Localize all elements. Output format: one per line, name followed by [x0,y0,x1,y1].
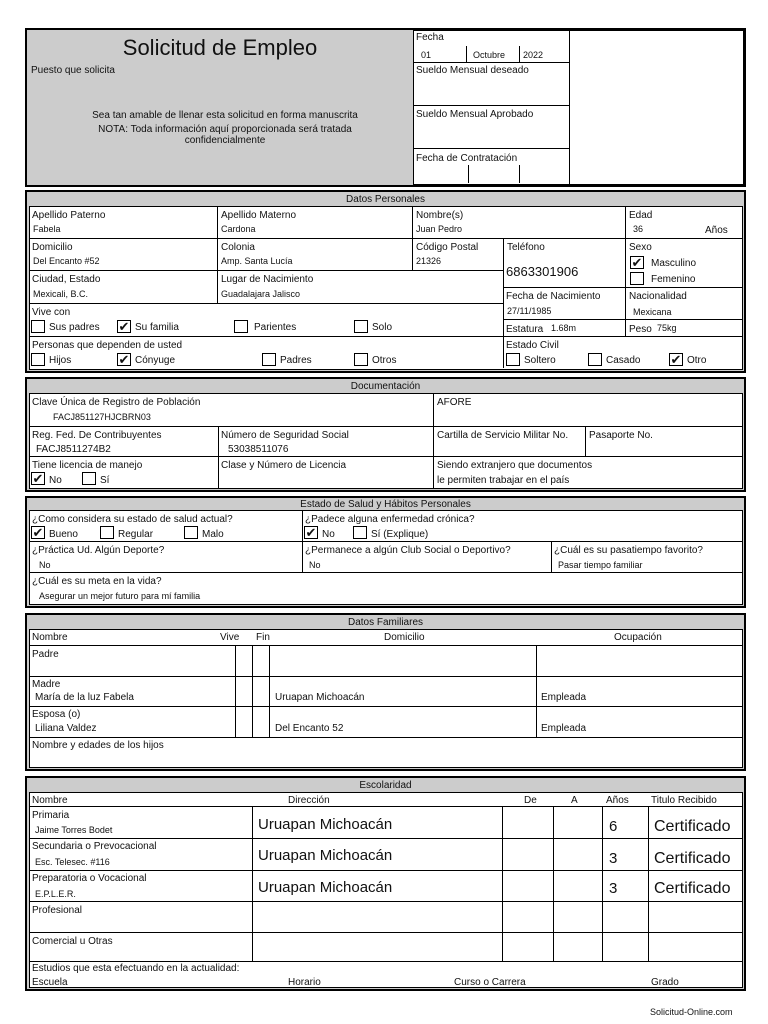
footer-source: Solicitud-Online.com [650,1007,733,1017]
domicilio-label: Domicilio [32,242,73,253]
padres-label: Padres [280,355,312,366]
otros-label: Otros [372,355,397,366]
escolaridad-section-title: Escolaridad [359,780,412,791]
domicilio-value[interactable]: Del Encanto #52 [33,256,100,266]
esposa-ocupacion[interactable]: Empleada [541,723,587,734]
apellido-paterno-value[interactable]: Fabela [33,224,61,234]
sus-padres-checkbox[interactable] [31,320,45,333]
peso-value[interactable]: 75kg [657,323,677,333]
nss-label: Número de Seguridad Social [221,430,349,441]
escolaridad-col-anios: Años [606,795,629,806]
extranjero-label-1: Siendo extranjero que documentos [437,460,593,471]
telefono-value[interactable]: 6863301906 [506,264,579,279]
afore-label: AFORE [437,397,472,408]
escolaridad-nivel-secundaria: Secundaria o Prevocacional [32,841,157,852]
ciudad-value[interactable]: Mexicali, B.C. [33,289,89,299]
otros-checkbox[interactable] [354,353,368,366]
apellido-materno-value[interactable]: Cardona [221,224,256,234]
fecha-mes[interactable]: Octubre [473,50,506,60]
salud-regular-checkbox[interactable] [100,526,114,539]
cronica-label: ¿Padece alguna enfermedad crónica? [305,514,475,525]
deporte-label: ¿Práctica Ud. Algún Deporte? [32,545,165,556]
escolaridad-col-a: A [571,795,578,806]
documentacion-section-title: Documentación [350,381,421,392]
estudios-escuela-label: Escuela [32,977,68,988]
escolaridad-escuela-secundaria[interactable]: Esc. Telesec. #116 [35,857,110,867]
sueldo-deseado-label: Sueldo Mensual deseado [416,65,529,76]
escolaridad-nivel-comercial: Comercial u Otras [32,936,113,947]
solo-label: Solo [372,322,393,333]
nacionalidad-label: Nacionalidad [629,291,687,302]
curp-label: Clave Única de Registro de Población [32,397,201,408]
vive-con-label: Vive con [32,307,71,318]
masculino-checkbox[interactable]: ✔ [631,255,643,270]
fecha-contratacion-label: Fecha de Contratación [416,153,518,164]
parientes-label: Parientes [254,322,297,333]
hijos-checkbox[interactable] [31,353,45,366]
fecha-anio[interactable]: 2022 [523,50,544,60]
salud-regular-label: Regular [118,529,154,540]
header-notes-panel [569,30,744,185]
licencia-si-label: Sí [100,475,110,486]
estudios-grado-label: Grado [651,977,679,988]
soltero-label: Soltero [524,355,556,366]
cronica-si-label: Sí (Explique) [371,529,429,540]
fecha-nac-value[interactable]: 27/11/1985 [507,306,552,316]
cartilla-label: Cartilla de Servicio Militar No. [437,430,569,441]
escolaridad-col-titulo: Titulo Recibido [651,795,717,806]
cronica-no-label: No [322,529,335,540]
confidential-note: NOTA: Toda información aquí proporcionada será tratada confidencialmente [98,124,352,146]
masculino-label: Masculino [651,258,697,269]
cp-value[interactable]: 21326 [416,256,442,266]
padres-checkbox[interactable] [262,353,276,366]
lugar-nac-label: Lugar de Nacimiento [221,274,314,285]
estado-civil-label: Estado Civil [506,340,559,351]
escolaridad-direccion-secundaria[interactable]: Uruapan Michoacán [258,847,393,864]
estudios-curso-label: Curso o Carrera [454,977,526,988]
conyuge-label: Cónyuge [135,355,176,366]
personal-section-title: Datos Personales [346,194,425,205]
soltero-checkbox[interactable] [506,353,520,366]
cp-label: Código Postal [416,242,479,253]
fecha-dia[interactable]: 01 [421,50,432,60]
cronica-si-checkbox[interactable] [353,526,367,539]
familia-col-vive: Vive [220,632,240,643]
parientes-checkbox[interactable] [234,320,248,333]
clase-licencia-label: Clase y Número de Licencia [221,460,347,471]
su-familia-label: Su familia [135,322,179,333]
nss-value[interactable]: 53038511076 [228,444,289,455]
salud-malo-label: Malo [202,529,224,540]
salud-bueno-label: Bueno [49,529,78,540]
rfc-label: Reg. Fed. De Contribuyentes [32,430,162,441]
esposa-nombre[interactable]: Liliana Valdez [35,723,97,734]
familia-section-title: Datos Familiares [347,617,424,628]
apellido-materno-label: Apellido Materno [221,210,297,221]
pasatiempo-value[interactable]: Pasar tiempo familiar [558,560,643,570]
pasaporte-label: Pasaporte No. [589,430,653,441]
solo-checkbox[interactable] [354,320,368,333]
salud-section-title: Estado de Salud y Hábitos Personales [300,499,471,510]
familia-col-fin: Fin [256,632,270,643]
escolaridad-titulo-primaria[interactable]: Certificado [654,818,731,835]
padre-label: Padre [32,649,59,660]
escolaridad-col-nombre: Nombre [32,795,68,806]
form-title: Solicitud de Empleo [122,35,318,60]
sexo-label: Sexo [629,242,652,253]
esposa-label: Esposa (o) [32,709,81,720]
licencia-no-label: No [49,475,62,486]
casado-label: Casado [606,355,641,366]
escolaridad-col-de: De [524,795,537,806]
licencia-si-checkbox[interactable] [82,472,96,485]
estudios-horario-label: Horario [288,977,321,988]
pasatiempo-label: ¿Cuál es su pasatiempo favorito? [554,545,703,556]
conyuge-checkbox[interactable]: ✔ [118,352,130,367]
escolaridad-anios-secundaria[interactable]: 3 [609,850,618,867]
hijos-label: Hijos [49,355,72,366]
colonia-label: Colonia [221,242,255,253]
femenino-label: Femenino [651,274,696,285]
sus-padres-label: Sus padres [49,322,100,333]
escolaridad-escuela-preparatoria[interactable]: E.P.L.E.R. [35,889,76,899]
estatura-label: Estatura [506,324,544,335]
puesto-label: Puesto que solicita [31,65,115,76]
telefono-label: Teléfono [507,242,545,253]
instruction-text: Sea tan amable de llenar esta solicitud en forma manuscrita [92,110,358,121]
club-label: ¿Permanece a algún Club Social o Deportivo? [305,545,511,556]
nombres-label: Nombre(s) [416,210,464,221]
extranjero-label-2: le permiten trabajar en el país [437,475,570,486]
dependientes-label: Personas que dependen de usted [32,340,183,351]
ciudad-label: Ciudad, Estado [32,274,101,285]
hijos-nombres-label: Nombre y edades de los hijos [32,740,164,751]
deporte-value[interactable]: No [39,560,51,570]
escolaridad-titulo-preparatoria[interactable]: Certificado [654,880,731,897]
escolaridad-nivel-primaria: Primaria [32,810,70,821]
casado-checkbox[interactable] [588,353,602,366]
nacionalidad-value[interactable]: Mexicana [633,307,672,317]
nombres-value[interactable]: Juan Pedro [416,224,463,234]
licencia-label: Tiene licencia de manejo [32,460,143,471]
otro-label: Otro [687,355,707,366]
madre-ocupacion[interactable]: Empleada [541,692,587,703]
anios-label: Años [705,225,728,236]
colonia-value[interactable]: Amp. Santa Lucía [221,256,293,266]
peso-label: Peso [629,324,652,335]
licencia-no-checkbox[interactable]: ✔ [32,471,44,486]
escolaridad-escuela-primaria[interactable]: Jaime Torres Bodet [35,825,113,835]
escolaridad-anios-preparatoria[interactable]: 3 [609,880,618,897]
curp-value[interactable]: FACJ851127HJCBRN03 [53,412,151,422]
edad-value[interactable]: 36 [633,224,644,234]
club-value[interactable]: No [309,560,321,570]
escolaridad-nivel-preparatoria: Preparatoria o Vocacional [32,873,147,884]
salud-bueno-checkbox[interactable]: ✔ [32,525,44,540]
familia-col-nombre: Nombre [32,632,68,643]
femenino-checkbox[interactable] [630,272,644,285]
meta-label: ¿Cuál es su meta en la vida? [32,576,162,587]
madre-nombre[interactable]: María de la luz Fabela [35,692,134,703]
escolaridad-direccion-primaria[interactable]: Uruapan Michoacán [258,816,393,833]
escolaridad-anios-primaria[interactable]: 6 [609,818,618,835]
apellido-paterno-label: Apellido Paterno [32,210,106,221]
estudios-actuales-label: Estudios que esta efectuando en la actualidad: [32,963,240,974]
escolaridad-direccion-preparatoria[interactable]: Uruapan Michoacán [258,879,393,896]
edad-label: Edad [629,210,653,221]
sueldo-aprobado-label: Sueldo Mensual Aprobado [416,109,534,120]
meta-value[interactable]: Asegurar un mejor futuro para mí familia [39,591,201,601]
familia-col-ocupacion: Ocupación [614,632,662,643]
fecha-label: Fecha [416,32,444,43]
lugar-nac-value[interactable]: Guadalajara Jalisco [221,289,301,299]
madre-label: Madre [32,679,61,690]
cronica-no-checkbox[interactable]: ✔ [305,525,317,540]
rfc-value[interactable]: FACJ8511274B2 [36,444,111,455]
su-familia-checkbox[interactable]: ✔ [118,319,130,334]
familia-col-domicilio: Domicilio [384,632,425,643]
escolaridad-nivel-profesional: Profesional [32,905,83,916]
otro-checkbox[interactable]: ✔ [670,352,682,367]
estatura-value[interactable]: 1.68m [551,323,577,333]
salud-estado-label: ¿Como considera su estado de salud actual? [32,514,233,525]
escolaridad-titulo-secundaria[interactable]: Certificado [654,850,731,867]
escolaridad-col-direccion: Dirección [288,795,330,806]
fecha-nac-label: Fecha de Nacimiento [506,291,601,302]
salud-malo-checkbox[interactable] [184,526,198,539]
madre-domicilio[interactable]: Uruapan Michoacán [275,692,365,703]
esposa-domicilio[interactable]: Del Encanto 52 [275,723,344,734]
